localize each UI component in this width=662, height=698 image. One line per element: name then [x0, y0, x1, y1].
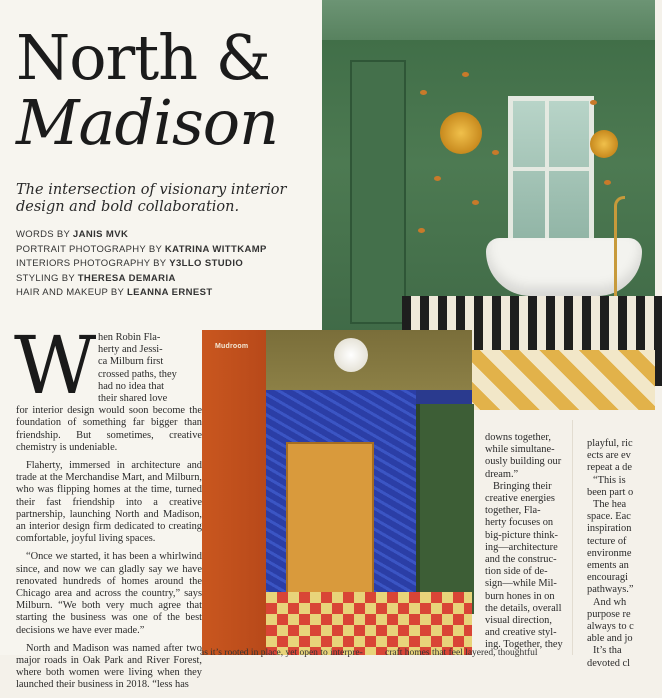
body-line: devoted cl [587, 657, 630, 669]
butterfly-decor [420, 90, 427, 95]
body-line: visual direction, [485, 615, 552, 627]
body-line: herty and Jessi- [98, 344, 163, 356]
butterfly-decor [590, 100, 597, 105]
body-line: hen Robin Fla- [98, 332, 161, 343]
body-line: encouragi [587, 572, 628, 584]
butterfly-decor [604, 180, 611, 185]
body-line: able and jo [587, 633, 633, 645]
body-line: had no idea that [98, 380, 165, 392]
subtitle-line-2: design and bold collaboration. [16, 199, 240, 215]
bathroom-ceiling [322, 0, 655, 40]
body-line: repeat a de [587, 462, 632, 474]
credit-portrait: PORTRAIT PHOTOGRAPHY BY KATRINA WITTKAMP [16, 243, 267, 255]
butterfly-decor [462, 72, 469, 77]
body-line: sign—while Mil- [485, 578, 557, 590]
body-line: the details, overall [485, 602, 562, 614]
body-line: always to c [587, 621, 634, 633]
body-line: ects are ev [587, 450, 631, 462]
subtitle-line-1: The intersection of visionary interior [16, 182, 287, 198]
body-line: dream.” [485, 468, 519, 480]
body-line: playful, ric [587, 438, 633, 449]
body-line: their shared love [98, 393, 168, 405]
body-line: herty focuses on [485, 517, 554, 529]
body-line: purpose re [587, 608, 631, 620]
body-line: burn hones in on [485, 590, 555, 602]
gold-plate-decor-small [590, 130, 618, 158]
paragraph-3: “Once we started, it has been a whirlwind since, and now we can gladly say we have renovated hundreds of homes around the Chicago area and across the country,” says Milburn. “We both very much agree that starting the business was one of the best decisions we have ever made.” [16, 551, 202, 636]
paragraph-1: for interior design would soon become the foundation of something far bigger than friendship. But sometimes, creative chemistry is undeniable. [16, 405, 202, 453]
body-line: environme [587, 547, 632, 559]
bottom-text-fragment: craft homes that feel layered, thoughtful [385, 648, 538, 658]
gold-plate-decor [440, 112, 482, 154]
dropcap-lines [98, 332, 202, 405]
yellow-cabinet [286, 442, 374, 610]
paragraph-4: North and Madison was named after two major roads in Oak Park and River Forest, where both women were living when they launched their business in 2018. “less has [16, 642, 202, 691]
body-line: tion side of de- [485, 566, 548, 578]
column-divider [572, 420, 573, 655]
ceiling-lamp [334, 338, 368, 372]
credit-hair-makeup: HAIR AND MAKEUP BY LEANNA ERNEST [16, 287, 213, 298]
paragraph-2: Flaherty, immersed in architecture and trade at the Merchandise Mart, and Milburn, who was flipping homes at the time, turned their fast friendship into a creative partnership, launching North and Madison, an interior design firm dedicated to creating comfortable, joyful living spaces. [16, 460, 202, 545]
body-line: downs together, [485, 432, 551, 443]
body-line: And wh [593, 596, 627, 608]
body-line: big-picture think- [485, 529, 559, 541]
article-body-column [16, 332, 202, 698]
middle-text-column [485, 432, 561, 652]
tub-faucet [614, 196, 625, 299]
body-line: creative energies [485, 493, 555, 505]
butterfly-decor [434, 176, 441, 181]
body-line: been part o [587, 486, 634, 498]
title-line-2: Madison [16, 86, 279, 159]
bottom-text-fragment: as it’s rooted in place, yet open to interpre- [200, 648, 363, 658]
body-line: inspiration [587, 523, 632, 535]
green-door [416, 404, 474, 614]
mudroom-photo [202, 330, 472, 655]
credit-interiors: INTERIORS PHOTOGRAPHY BY Y3LLO STUDIO [16, 258, 244, 269]
article-title [16, 21, 279, 159]
body-line: ements an [587, 560, 629, 572]
butterfly-decor [492, 150, 499, 155]
butterfly-decor [472, 200, 479, 205]
right-text-column [587, 438, 655, 670]
photo-caption-label: Mudroom [215, 343, 249, 350]
body-line: “This is [593, 474, 626, 486]
orange-wall [202, 330, 266, 655]
body-line: ing—architecture [485, 541, 558, 553]
body-line: ing. Together, they [485, 639, 563, 651]
body-line: pathways.” [587, 584, 634, 596]
body-line: together, Fla- [485, 505, 541, 517]
drop-cap: W [14, 319, 97, 412]
body-line: while simultane- [485, 444, 555, 456]
body-line: and the construc- [485, 554, 557, 566]
checkered-floor [266, 592, 472, 655]
credit-styling: STYLING BY THERESA DEMARIA [16, 272, 176, 284]
body-line: It’s tha [593, 645, 622, 657]
body-line: The hea [593, 499, 627, 511]
title-line-1: North & [16, 21, 270, 94]
bathroom-wall-panel [350, 60, 406, 324]
credits-block [16, 228, 316, 301]
butterfly-decor [418, 228, 425, 233]
credit-words: WORDS BY JANIS MVK [16, 229, 129, 240]
body-line: space. Eac [587, 511, 631, 523]
body-line: ously building our [485, 456, 562, 468]
body-line: and creative styl- [485, 627, 557, 639]
body-line: Bringing their [493, 480, 552, 492]
bathroom-window [508, 96, 594, 252]
body-line: tecture of [587, 535, 627, 547]
body-line: ca Milburn first [98, 356, 164, 368]
body-line: crossed paths, they [98, 368, 177, 380]
article-subtitle [16, 182, 316, 216]
